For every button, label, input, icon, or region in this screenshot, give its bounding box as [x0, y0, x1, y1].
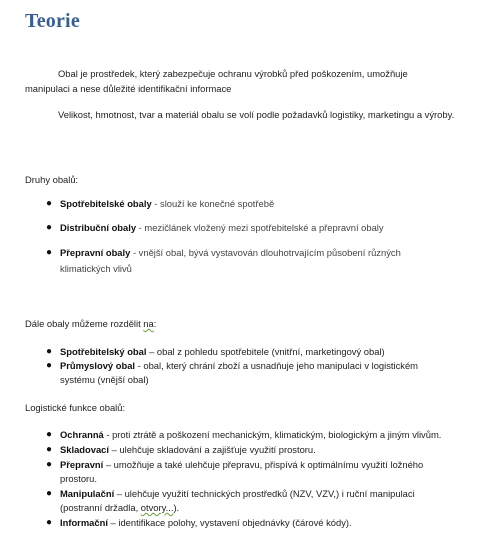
functions-list — [0, 428, 450, 530]
item-desc: - obal, který chrání zboží a usnadňuje jeho manipulaci v logistickém systému (vnější obal) — [60, 360, 418, 385]
item-term: Distribuční obaly — [60, 222, 137, 233]
item-desc: - proti ztrátě a poškození mechanickým, klimatickým, biologickým a jiným vlivům. — [103, 429, 442, 440]
bullet-icon: ● — [46, 198, 53, 209]
list-item — [0, 458, 450, 486]
item-term: Manipulační — [60, 488, 115, 499]
bullet-icon: ● — [46, 459, 53, 470]
item-desc: – ulehčuje skladování a zajišťuje využití prostoru. — [109, 444, 316, 455]
division-list — [0, 345, 450, 387]
item-term: Průmyslový obal — [60, 360, 136, 371]
item-term: Spotřebitelské obaly — [60, 198, 152, 209]
item-desc-end: ). — [173, 502, 180, 513]
item-term: Spotřebitelský obal — [60, 346, 147, 357]
list-item — [0, 443, 450, 457]
item-desc: – obal z pohledu spotřebitele (vnitřní, marketingový obal) — [146, 346, 385, 357]
list-item — [0, 197, 450, 211]
division-heading-word: na — [143, 318, 154, 329]
bullet-icon: ● — [46, 360, 53, 371]
list-item — [0, 345, 450, 359]
item-desc-squiggle: otvory... — [140, 502, 174, 513]
division-heading-text: Dále obaly můžeme rozdělit — [25, 318, 144, 329]
list-item — [0, 359, 450, 387]
item-desc: – identifikace polohy, vystavení objednávky (čárové kódy). — [107, 517, 352, 528]
list-item — [0, 245, 450, 277]
item-desc: - vnější obal, bývá vystavován dlouhotrvajícím působení různých klimatických vlivů — [60, 247, 401, 274]
list-item — [0, 487, 450, 515]
bullet-icon: ● — [46, 488, 53, 499]
item-desc: - slouží ke konečné spotřebě — [151, 198, 275, 209]
division-heading — [25, 317, 156, 331]
item-term: Informační — [60, 517, 108, 528]
bullet-icon: ● — [46, 247, 53, 258]
bullet-icon: ● — [46, 222, 53, 233]
list-item — [0, 428, 450, 442]
types-list — [0, 197, 450, 277]
bullet-icon: ● — [46, 429, 53, 440]
intro-paragraph: Obal je prostředek, který zabezpečuje ochranu výrobků před poškozením, umožňuje manipulaci a nese důležité identifikační informace — [25, 68, 408, 94]
list-item — [0, 221, 450, 235]
division-heading-colon: : — [153, 318, 157, 329]
intro-paragraph-2: Velikost, hmotnost, tvar a materiál obalu se volí podle požadavků logistiky, marketingu a výroby. — [58, 109, 455, 120]
bullet-icon: ● — [46, 346, 53, 357]
list-item — [0, 516, 450, 530]
bullet-icon: ● — [46, 444, 53, 455]
item-desc: - mezičlánek vložený mezi spotřebitelské a přepravní obaly — [136, 222, 384, 233]
item-term: Skladovací — [60, 444, 109, 455]
item-desc: – ulehčuje využití technických prostředků (NZV, VZV,) i ruční manipulaci (postranní držadla, — [60, 488, 415, 513]
bullet-icon: ● — [46, 517, 53, 528]
item-desc: – umožňuje a také ulehčuje přepravu, přispívá k optimálnímu využití ložného prostoru. — [60, 459, 424, 484]
types-heading: Druhy obalů: — [25, 174, 79, 185]
item-term: Ochranná — [60, 429, 104, 440]
item-term: Přepravní obaly — [60, 247, 131, 258]
item-term: Přepravní — [60, 459, 104, 470]
page-title: Teorie — [25, 10, 80, 32]
functions-heading: Logistické funkce obalů: — [25, 402, 126, 413]
